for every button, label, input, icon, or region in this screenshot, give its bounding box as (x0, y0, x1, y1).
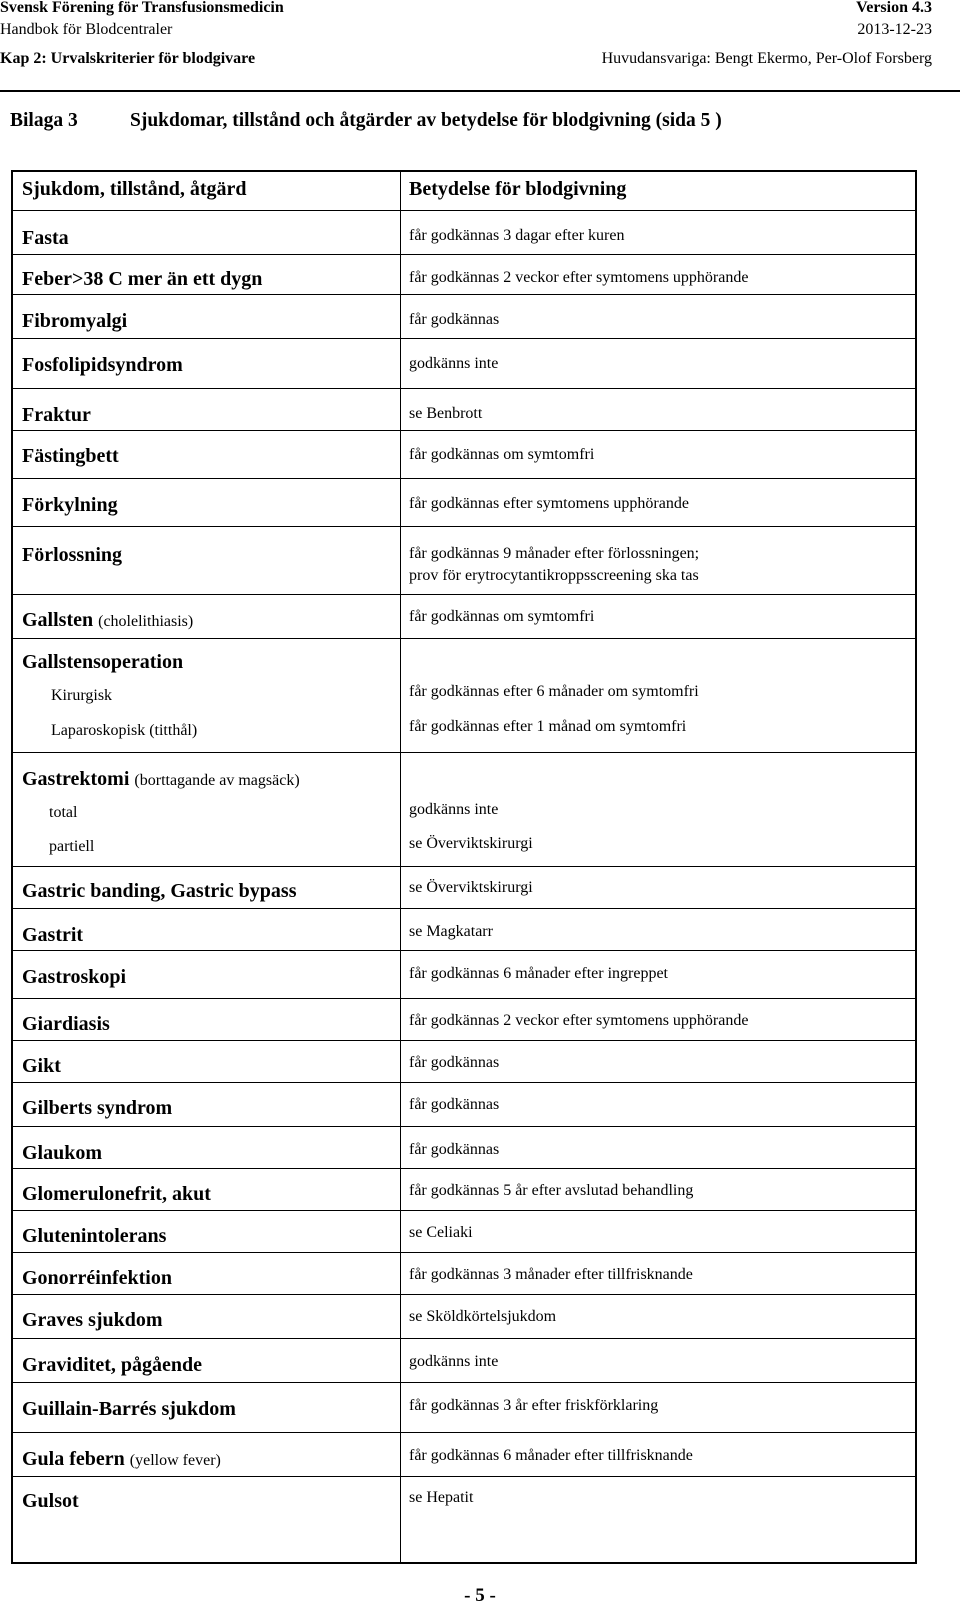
condition-name: Glutenintolerans (22, 1225, 167, 1247)
sub-condition-name: total (49, 804, 78, 821)
row-divider (13, 1382, 915, 1383)
row-divider (13, 526, 915, 527)
condition-significance (409, 543, 699, 587)
condition-significance: se Benbrott (409, 405, 483, 422)
row-divider (13, 866, 915, 867)
condition-significance: se Överviktskirurgi (409, 879, 533, 896)
condition-significance: får godkännas 6 månader efter tillfrisknande (409, 1447, 693, 1464)
condition-significance: se Celiaki (409, 1224, 473, 1241)
condition-significance: får godkännas (409, 1141, 500, 1158)
annex-title: Sjukdomar, tillstånd och åtgärder av betydelse för blodgivning (sida 5 ) (130, 110, 722, 131)
condition-significance: får godkännas (409, 311, 500, 328)
condition-significance: får godkännas efter symtomens upphörande (409, 495, 689, 512)
row-divider (13, 1210, 915, 1211)
annex-heading (10, 110, 722, 132)
condition-qualifier: (cholelithiasis) (98, 613, 194, 630)
condition-name: Fraktur (22, 404, 91, 426)
header-divider (0, 90, 960, 92)
row-divider (13, 1040, 915, 1041)
condition-significance: godkänns inte (409, 355, 499, 372)
condition-significance: får godkännas (409, 1054, 500, 1071)
condition-name: Förkylning (22, 494, 118, 516)
condition-name: Gulsot (22, 1490, 79, 1512)
condition-name: Gastroskopi (22, 966, 127, 988)
sub-condition-significance: får godkännas efter 1 månad om symtomfri (409, 718, 687, 735)
handbook-title: Handbok för Blodcentraler (0, 21, 173, 38)
condition-name: Glaukom (22, 1142, 103, 1164)
condition-title: Gallsten (22, 609, 94, 631)
column-divider (400, 172, 401, 1562)
row-divider (13, 908, 915, 909)
condition-significance: får godkännas om symtomfri (409, 608, 595, 625)
condition-name: Glomerulonefrit, akut (22, 1183, 211, 1205)
row-divider (13, 998, 915, 999)
condition-qualifier: (yellow fever) (129, 1452, 221, 1469)
condition-significance: se Sköldkörtelsjukdom (409, 1308, 557, 1325)
row-divider (13, 594, 915, 595)
row-divider (13, 254, 915, 255)
row-divider (13, 294, 915, 295)
condition-significance: får godkännas 2 veckor efter symtomens upphörande (409, 1012, 749, 1029)
condition-significance: se Magkatarr (409, 923, 493, 940)
sub-condition-name: partiell (49, 838, 95, 855)
row-divider (13, 430, 915, 431)
row-divider (13, 1082, 915, 1083)
row-divider (13, 752, 915, 753)
condition-name: Guillain-Barrés sjukdom (22, 1398, 236, 1420)
condition-significance: får godkännas 3 dagar efter kuren (409, 227, 625, 244)
condition-name: Gikt (22, 1055, 61, 1077)
condition-name: Graves sjukdom (22, 1309, 163, 1331)
condition-name: Fosfolipidsyndrom (22, 354, 183, 376)
condition-name: Gastrit (22, 924, 84, 946)
annex-label: Bilaga 3 (10, 110, 78, 131)
condition-significance: se Hepatit (409, 1489, 474, 1506)
condition-name: Fästingbett (22, 445, 119, 467)
row-divider (13, 388, 915, 389)
version-label: Version 4.3 (856, 0, 932, 16)
condition-qualifier: (borttagande av magsäck) (134, 772, 300, 789)
responsible-persons: Huvudansvariga: Bengt Ekermo, Per-Olof Forsberg (601, 50, 932, 67)
condition-significance: får godkännas 6 månader efter ingreppet (409, 965, 668, 982)
row-divider (13, 338, 915, 339)
condition-significance: får godkännas 5 år efter avslutad behandling (409, 1182, 694, 1199)
significance-line: prov för erytrocytantikroppsscreening ska tas (409, 567, 699, 584)
condition-name: Gallstensoperation (22, 651, 184, 673)
condition-name (22, 1448, 221, 1471)
row-divider (13, 950, 915, 951)
condition-significance: godkänns inte (409, 1353, 499, 1370)
row-divider (13, 1168, 915, 1169)
condition-significance: får godkännas (409, 1096, 500, 1113)
row-divider (13, 1476, 915, 1477)
row-divider (13, 1432, 915, 1433)
condition-name: Giardiasis (22, 1013, 110, 1035)
row-divider (13, 1252, 915, 1253)
sub-condition-significance: se Överviktskirurgi (409, 835, 533, 852)
condition-significance: får godkännas 2 veckor efter symtomens upphörande (409, 269, 749, 286)
row-divider (13, 478, 915, 479)
condition-significance: får godkännas 3 månader efter tillfrisknande (409, 1266, 693, 1283)
condition-significance: får godkännas om symtomfri (409, 446, 595, 463)
column-header-condition: Sjukdom, tillstånd, åtgärd (22, 178, 247, 200)
condition-name: Feber>38 C mer än ett dygn (22, 268, 263, 290)
org-name: Svensk Förening för Transfusionsmedicin (0, 0, 284, 16)
condition-name: Förlossning (22, 544, 123, 566)
condition-name: Fibromyalgi (22, 310, 128, 332)
sub-condition-significance: godkänns inte (409, 801, 499, 818)
condition-title: Gula febern (22, 1448, 125, 1470)
page-number: - 5 - (464, 1585, 496, 1606)
condition-name: Gastric banding, Gastric bypass (22, 880, 297, 902)
significance-line: får godkännas 9 månader efter förlossningen; (409, 545, 700, 562)
column-header-significance: Betydelse för blodgivning (409, 178, 627, 200)
sub-condition-significance: får godkännas efter 6 månader om symtomfri (409, 683, 699, 700)
condition-significance: får godkännas 3 år efter friskförklaring (409, 1397, 659, 1414)
condition-name: Gilberts syndrom (22, 1097, 173, 1119)
condition-name: Graviditet, pågående (22, 1354, 202, 1376)
chapter-title: Kap 2: Urvalskriterier för blodgivare (0, 50, 256, 67)
sub-condition-name: Kirurgisk (51, 687, 113, 704)
row-divider (13, 1294, 915, 1295)
condition-name: Gonorréinfektion (22, 1267, 172, 1289)
revision-date: 2013-12-23 (857, 21, 932, 38)
sub-condition-name: Laparoskopisk (titthål) (51, 722, 198, 739)
condition-name: Fasta (22, 227, 69, 249)
row-divider (13, 1338, 915, 1339)
row-divider (13, 210, 915, 211)
criteria-table (11, 170, 917, 1564)
row-divider (13, 638, 915, 639)
condition-name (22, 768, 300, 791)
condition-title: Gastrektomi (22, 768, 130, 790)
condition-name (22, 609, 193, 632)
row-divider (13, 1126, 915, 1127)
